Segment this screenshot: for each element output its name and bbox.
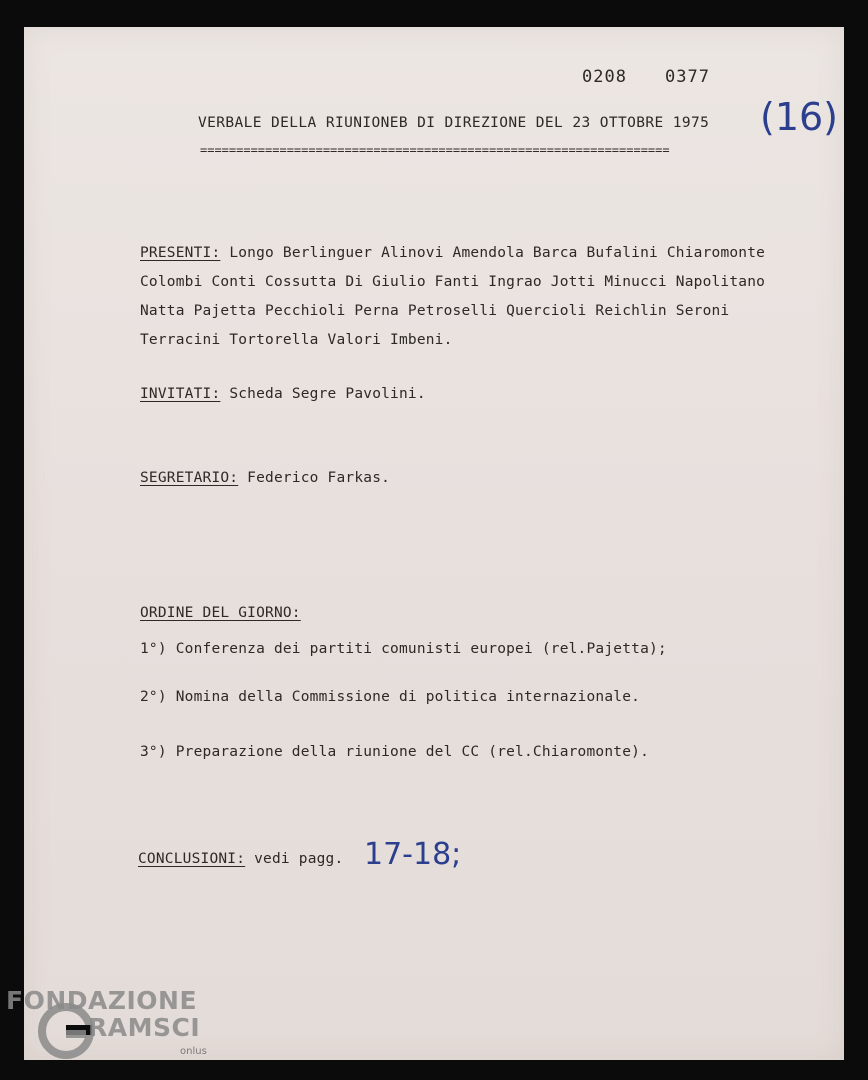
- conclusioni-handwritten-pages: 17-18;: [364, 837, 462, 872]
- presenti-label: PRESENTI:: [140, 245, 221, 261]
- ordine-item-2: 2°) Nomina della Commissione di politica internazionale.: [140, 689, 641, 705]
- invitati-names: Scheda Segre Pavolini.: [229, 386, 426, 402]
- document-number-a: 0208: [582, 67, 627, 87]
- document-page: [24, 27, 844, 1060]
- ordine-item-3: 3°) Preparazione della riunione del CC (rel.Chiaromonte).: [140, 744, 649, 760]
- conclusioni-label: CONCLUSIONI:: [138, 851, 246, 867]
- segretario-name: Federico Farkas.: [247, 470, 391, 486]
- watermark-line-2: RAMSCI: [88, 1013, 201, 1042]
- conclusioni-line: [138, 851, 343, 867]
- ordine-item-1: 1°) Conferenza dei partiti comunisti europei (rel.Pajetta);: [140, 641, 667, 657]
- title-double-rule: =================================================================: [200, 143, 670, 157]
- watermark-line-1: FONDAZIONE: [6, 986, 198, 1015]
- gramsci-g-logo-icon: [38, 1003, 94, 1059]
- document-number-b: 0377: [665, 67, 710, 87]
- presenti-line-1: [140, 245, 765, 261]
- watermark-suffix: onlus: [180, 1046, 207, 1057]
- presenti-names: Longo Berlinguer Alinovi Amendola Barca Bufalini Chiaromonte: [229, 245, 766, 261]
- segretario-line: [140, 470, 390, 486]
- presenti-line-4: Terracini Tortorella Valori Imbeni.: [140, 332, 453, 348]
- document-title: VERBALE DELLA RIUNIONEB DI DIREZIONE DEL 23 OTTOBRE 1975: [198, 115, 710, 131]
- conclusioni-text: vedi pagg.: [254, 851, 344, 867]
- invitati-label: INVITATI:: [140, 386, 221, 402]
- handwritten-page-mark: (16): [760, 95, 839, 139]
- presenti-line-2: Colombi Conti Cossutta Di Giulio Fanti Ingrao Jotti Minucci Napolitano: [140, 274, 766, 290]
- fondazione-gramsci-watermark: [4, 986, 216, 1076]
- presenti-line-3: Natta Pajetta Pecchioli Perna Petroselli Quercioli Reichlin Seroni: [140, 303, 730, 319]
- invitati-line: [140, 386, 426, 402]
- ordine-label: ORDINE DEL GIORNO:: [140, 605, 301, 621]
- segretario-label: SEGRETARIO:: [140, 470, 239, 486]
